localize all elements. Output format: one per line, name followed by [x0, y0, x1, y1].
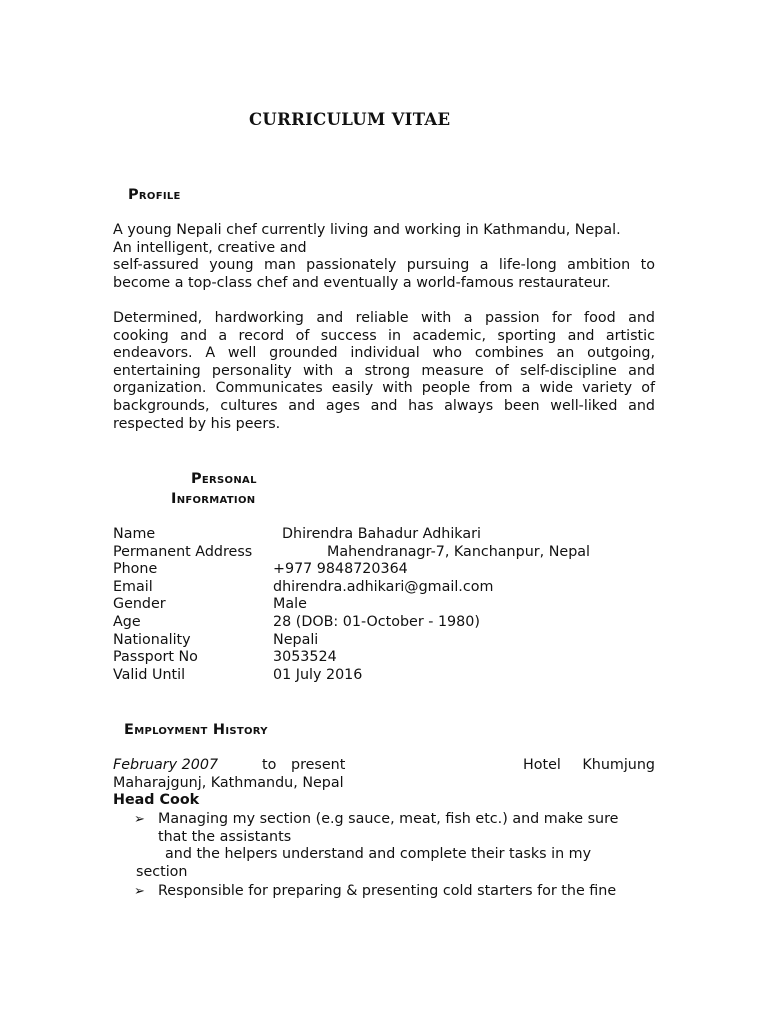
profile-p2-line-7: respected by his peers. — [113, 415, 281, 432]
info-label: Age — [113, 614, 141, 630]
employment-heading: Employment History — [124, 722, 268, 738]
profile-paragraph-2 — [113, 310, 655, 433]
profile-p2-line-3: endeavors. A well grounded individual who combines an outgoing, — [113, 345, 655, 362]
bullet-arrow-icon: ➢ — [134, 812, 145, 827]
employment-date-line — [113, 757, 655, 775]
employment-present: present — [291, 757, 346, 773]
bullet-1-line-1: Managing my section (e.g sauce, meat, fish etc.) and make sure — [158, 811, 619, 827]
employment-hotel-name: Khumjung — [582, 757, 655, 773]
bullet-1-line-2: that the assistants — [158, 828, 292, 845]
bullet-1-line-4: section — [136, 863, 188, 880]
info-label: Name — [113, 526, 156, 542]
info-value: Dhirendra Bahadur Adhikari — [282, 526, 481, 542]
personal-heading-line-2: Information — [171, 491, 256, 507]
info-value: dhirendra.adhikari@gmail.com — [273, 578, 494, 595]
info-label: Valid Until — [113, 666, 186, 683]
profile-p1-line-1: A young Nepali chef currently living and working in Kathmandu, Nepal. — [113, 222, 621, 238]
profile-p2-line-5: organization. Communicates easily with people from a wide variety of — [113, 380, 655, 397]
profile-paragraph-1 — [113, 222, 655, 292]
profile-heading: Profile — [128, 187, 181, 203]
employment-role: Head Cook — [113, 792, 200, 808]
info-value: Nepali — [273, 631, 319, 648]
profile-p2-line-2: cooking and a record of success in academic, sporting and artistic — [113, 327, 655, 344]
employment-date: February 2007 — [113, 757, 219, 773]
info-label: Passport No — [113, 649, 198, 666]
document-title: CURRICULUM VITAE — [249, 110, 451, 129]
employment-location: Maharajgunj, Kathmandu, Nepal — [113, 774, 344, 791]
info-label: Gender — [113, 596, 166, 613]
info-value: 3053524 — [273, 649, 337, 666]
profile-p1-line-2: An intelligent, creative and — [113, 239, 307, 256]
employment-to: to — [262, 757, 277, 773]
info-label: Phone — [113, 561, 158, 578]
bullet-arrow-icon: ➢ — [134, 884, 145, 899]
profile-p1-line-3: self-assured young man passionately pursuing a life-long ambition to — [113, 257, 655, 274]
info-value: +977 9848720364 — [273, 561, 408, 578]
bullet-1-line-3: and the helpers understand and complete their tasks in my — [165, 846, 592, 863]
info-label: Email — [113, 578, 153, 595]
bullet-2-line-1: Responsible for preparing & presenting cold starters for the fine — [158, 883, 617, 899]
info-value: 01 July 2016 — [273, 666, 363, 683]
profile-p2-line-4: entertaining personality with a strong measure of self-discipline and — [113, 362, 655, 379]
profile-p2-line-1: Determined, hardworking and reliable with a passion for food and — [113, 310, 655, 326]
profile-p1-line-4: become a top-class chef and eventually a world-famous restaurateur. — [113, 274, 611, 291]
personal-heading-line-1: Personal — [191, 471, 257, 487]
info-value: 28 (DOB: 01-October - 1980) — [273, 614, 480, 630]
employment-hotel-word: Hotel — [523, 757, 561, 773]
profile-p2-line-6: backgrounds, cultures and ages and has always been well-liked and — [113, 397, 655, 414]
info-value: Male — [273, 596, 307, 613]
info-label: Permanent Address — [113, 543, 253, 560]
info-label: Nationality — [113, 631, 191, 648]
info-value: Mahendranagr-7, Kanchanpur, Nepal — [327, 543, 591, 560]
